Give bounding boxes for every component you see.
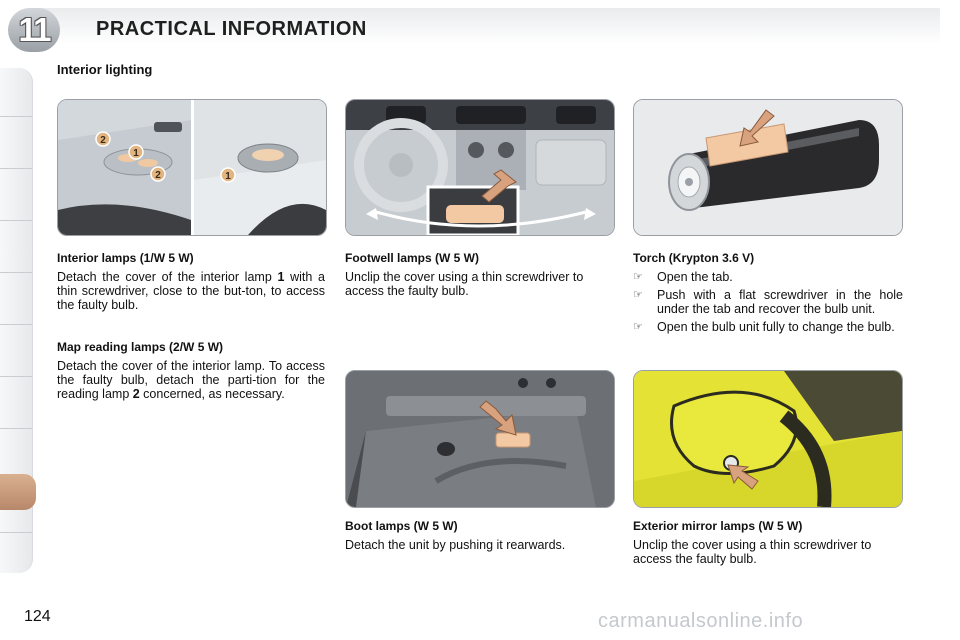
callout-label: 1	[133, 148, 139, 159]
chapter-number: 11	[18, 11, 50, 48]
chapter-badge	[8, 8, 60, 52]
boot-heading: Boot lamps (W 5 W)	[345, 519, 458, 533]
interior-lamps-heading: Interior lamps (1/W 5 W)	[57, 251, 194, 265]
torch-step	[633, 270, 903, 284]
footwell-block	[345, 251, 615, 298]
map-reading-text	[57, 359, 325, 401]
map-reading-block	[57, 340, 325, 401]
map-reading-heading: Map reading lamps (2/W 5 W)	[57, 340, 224, 354]
footwell-heading: Footwell lamps (W 5 W)	[345, 251, 479, 265]
boot-text: Detach the unit by pushing it rearwards.	[345, 538, 566, 552]
mirror-illustration	[634, 371, 902, 507]
watermark: carmanualsonline.info	[598, 610, 804, 632]
text-part: Detach the cover of the interior lamp. To access the faulty bulb, detach the parti-tion for the reading lamp	[57, 359, 325, 401]
torch-steps	[633, 270, 903, 334]
footwell-lamp-photo	[345, 99, 615, 236]
mirror-lamp-photo	[633, 370, 903, 508]
torch-step	[633, 320, 903, 334]
mirror-heading: Exterior mirror lamps (W 5 W)	[633, 519, 803, 533]
torch-photo	[633, 99, 903, 236]
text-part: Detach the cover of the interior lamp	[57, 270, 278, 284]
pointing-hand-icon: ☞	[633, 289, 643, 301]
callout-label: 2	[100, 135, 106, 146]
chapter-tab-divider	[0, 272, 32, 273]
interior-lamps-block	[57, 251, 325, 312]
footwell-text: Unclip the cover using a thin screwdriver to access the faulty bulb.	[345, 270, 584, 298]
boot-block	[345, 519, 615, 552]
chapter-tab-divider	[0, 220, 32, 221]
text-part: concerned, as necessary.	[139, 387, 285, 401]
text-part: with a thin screwdriver, close to the but-ton, to access the faulty bulb.	[57, 270, 325, 312]
torch-step	[633, 288, 903, 316]
torch-heading: Torch (Krypton 3.6 V)	[633, 251, 755, 265]
lamp-reference-number: 2	[132, 387, 140, 401]
dashboard-illustration	[346, 100, 614, 235]
interior-lamp-illustration	[58, 100, 326, 235]
page-title: PRACTICAL INFORMATION	[96, 18, 367, 40]
mirror-text: Unclip the cover using a thin screwdriver to access the faulty bulb.	[633, 538, 872, 566]
chapter-tab-divider	[0, 428, 32, 429]
step-text: Open the tab.	[657, 270, 733, 284]
chapter-tab-divider	[0, 168, 32, 169]
torch-illustration	[634, 100, 902, 235]
pointing-hand-icon: ☞	[633, 321, 643, 333]
step-text: Open the bulb unit fully to change the bulb.	[657, 320, 895, 334]
callout-label: 1	[225, 171, 231, 182]
chapter-tab-divider	[0, 116, 32, 117]
interior-lamps-text	[57, 270, 325, 312]
torch-block	[633, 251, 903, 338]
boot-illustration	[346, 371, 614, 507]
mirror-block	[633, 519, 903, 566]
chapter-tab-divider	[0, 532, 32, 533]
callout-label: 2	[155, 170, 161, 181]
chapter-tab-divider	[0, 376, 32, 377]
section-title: Interior lighting	[57, 62, 153, 77]
pointing-hand-icon: ☞	[633, 271, 643, 283]
page-number: 124	[24, 608, 51, 625]
lamp-reference-number: 1	[277, 270, 285, 284]
interior-lamp-photo	[57, 99, 327, 236]
step-text: Push with a flat screwdriver in the hole under the tab and recover the bulb unit.	[657, 288, 903, 316]
chapter-tab-active	[0, 474, 36, 510]
chapter-tab-divider	[0, 324, 32, 325]
boot-lamp-photo	[345, 370, 615, 508]
